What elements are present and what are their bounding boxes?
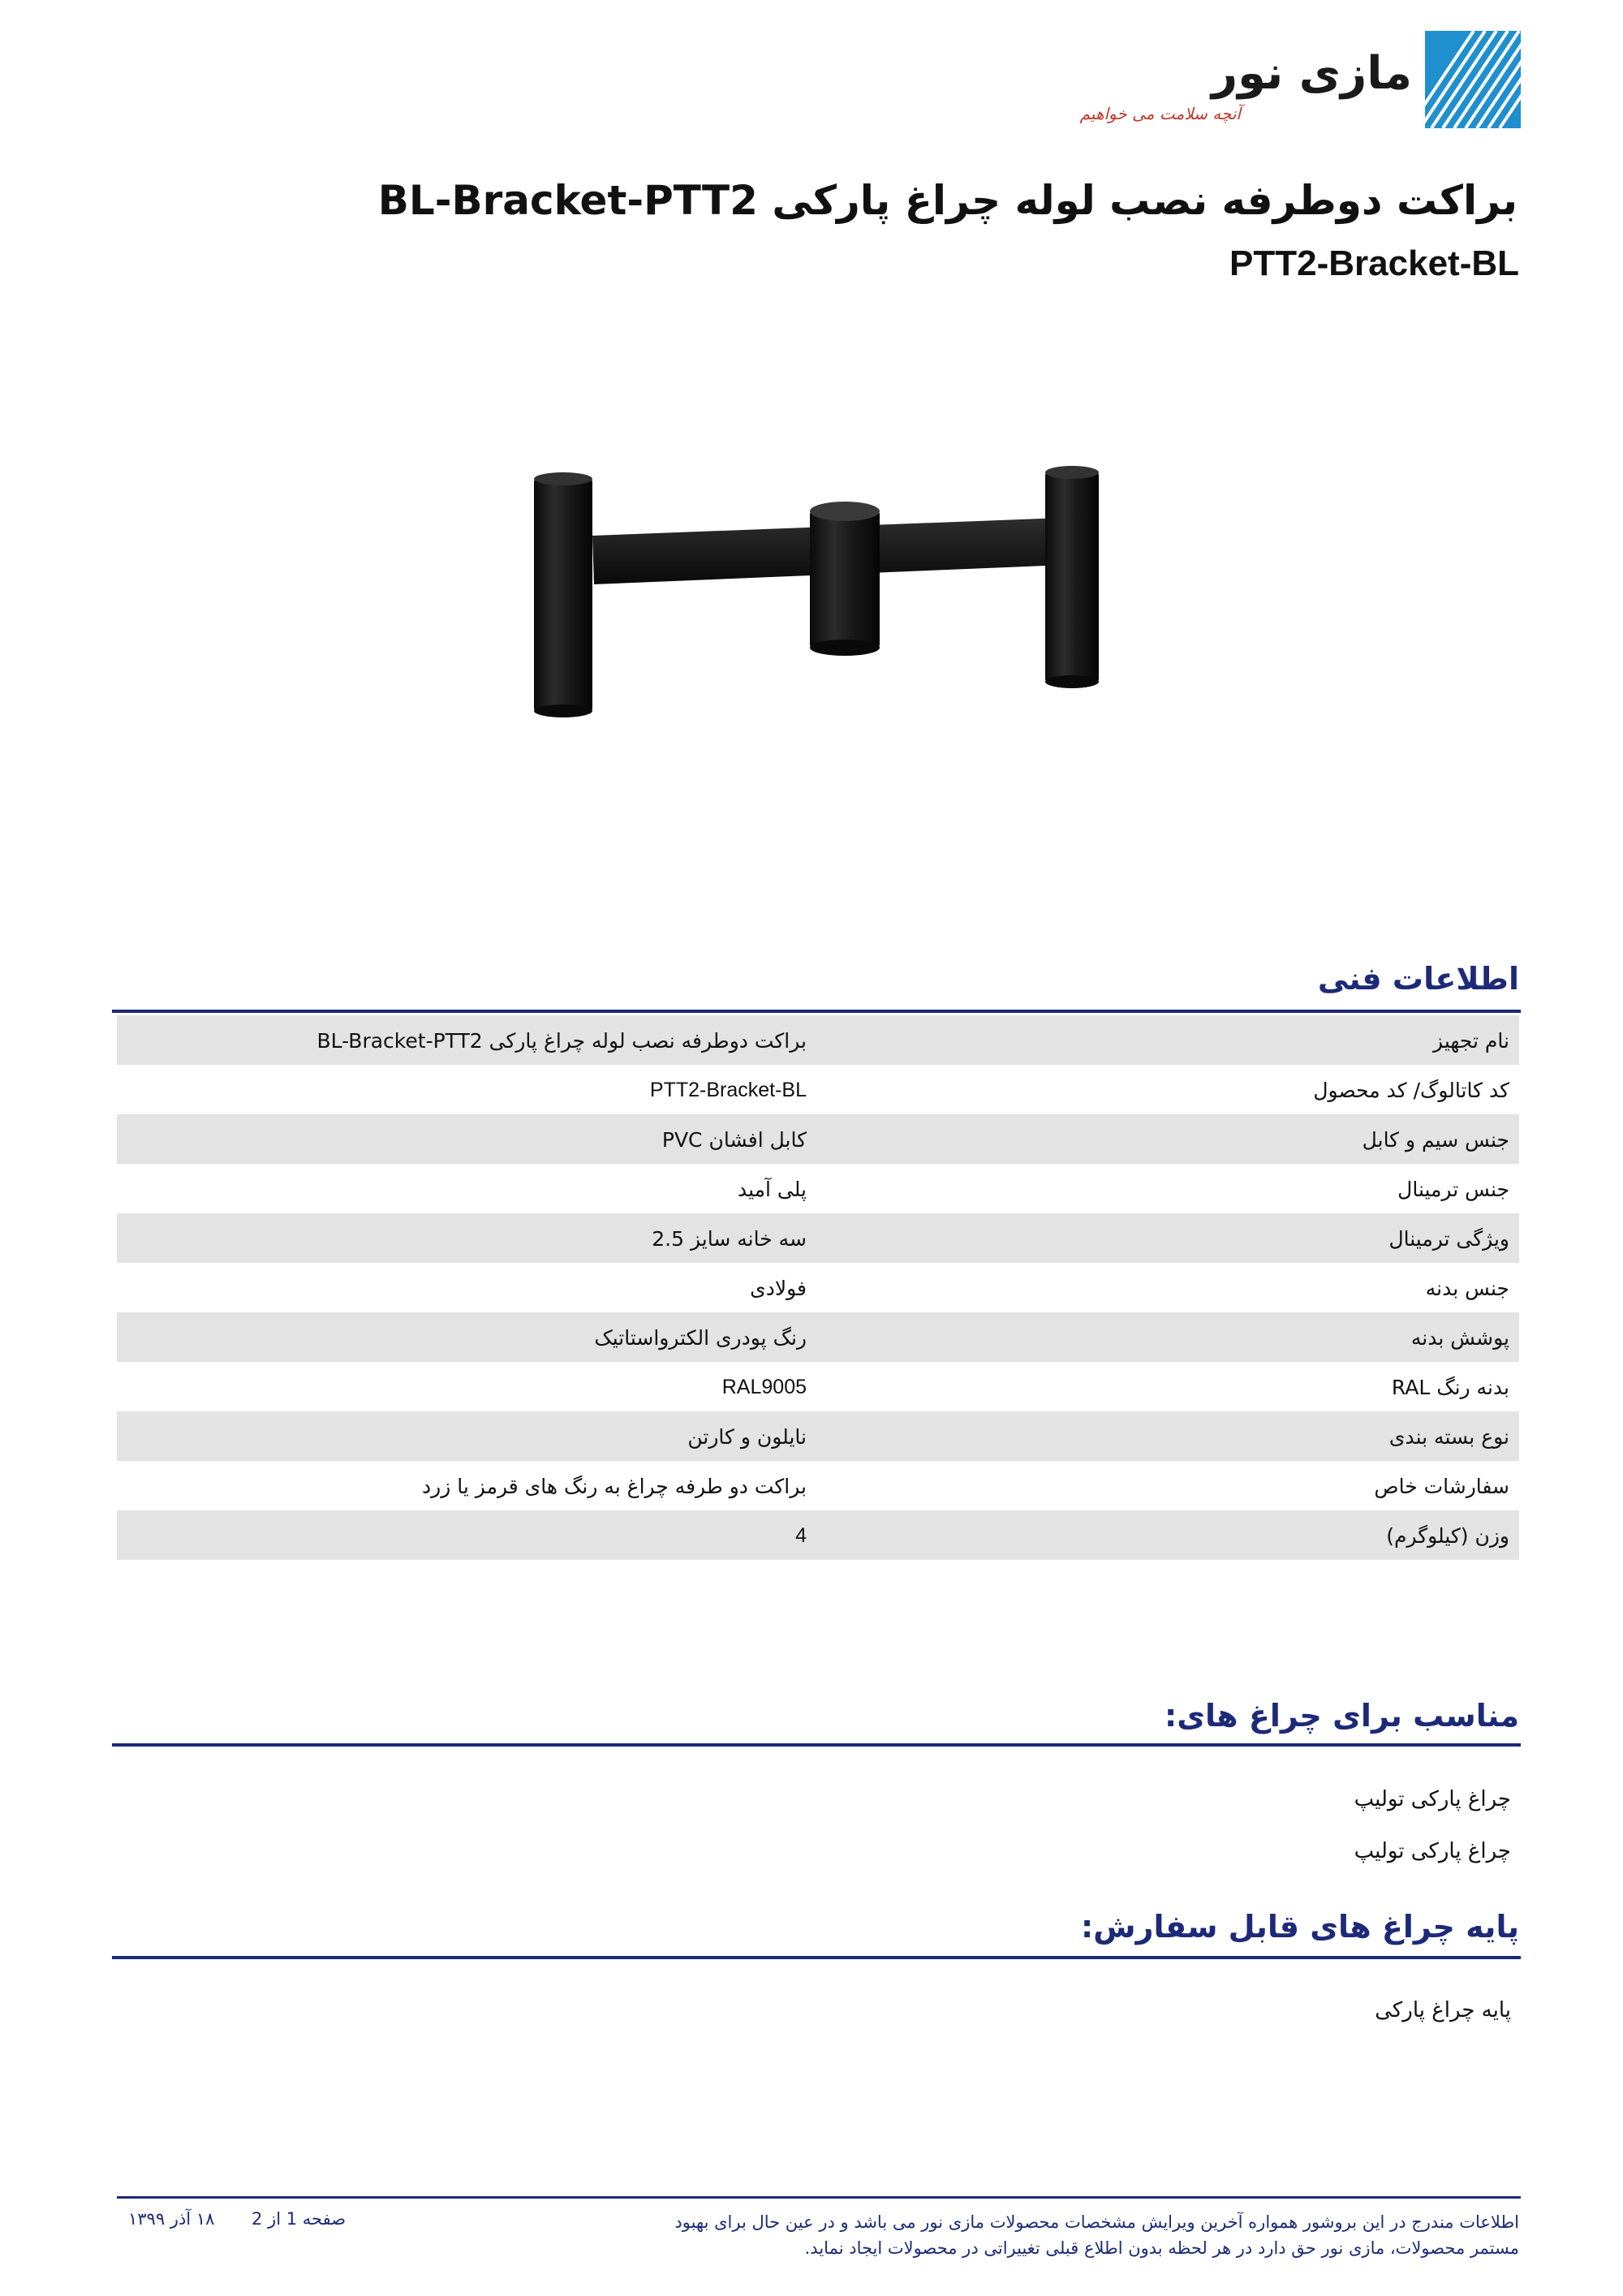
spec-label: ویژگی ترمینال xyxy=(1388,1227,1509,1251)
spec-label: پوشش بدنه xyxy=(1410,1326,1509,1350)
spec-label: بدنه رنگ RAL xyxy=(1391,1376,1509,1399)
table-row xyxy=(117,1263,1519,1312)
spec-label: وزن (کیلوگرم) xyxy=(1386,1524,1509,1548)
section-title-suitable: مناسب برای چراغ های: xyxy=(1165,1698,1519,1734)
page-number: صفحه 1 از 2 xyxy=(252,2209,347,2229)
brand-name: مازی نور xyxy=(1211,47,1412,100)
spec-label: جنس بدنه xyxy=(1425,1277,1509,1300)
spec-value: RAL9005 xyxy=(721,1376,807,1398)
spec-value: رنگ پودری الکترواستاتیک xyxy=(594,1326,807,1350)
table-row xyxy=(117,1015,1519,1065)
section-divider xyxy=(112,1743,1521,1747)
table-row xyxy=(117,1362,1519,1411)
product-image xyxy=(519,454,1120,730)
list-item: چراغ پارکی تولیپ xyxy=(1354,1787,1511,1811)
footer-divider xyxy=(117,2196,1521,2199)
table-row xyxy=(117,1213,1519,1263)
table-row xyxy=(117,1411,1519,1461)
brand-slogan: آنچه سلامت می خواهیم xyxy=(1079,104,1241,123)
spec-value: نایلون و کارتن xyxy=(687,1425,807,1449)
section-title-poles: پایه چراغ های قابل سفارش: xyxy=(1080,1909,1519,1945)
list-item: پایه چراغ پارکی xyxy=(1375,1998,1511,2022)
spec-value: براکت دوطرفه نصب لوله چراغ پارکی BL-Bracket-PTT2 xyxy=(316,1029,807,1053)
table-row xyxy=(117,1114,1519,1164)
spec-value: PTT2-Bracket-BL xyxy=(649,1079,807,1101)
section-title-tech: اطلاعات فنی xyxy=(1317,961,1519,997)
section-divider xyxy=(112,1010,1521,1013)
logo-stripes-icon xyxy=(1425,31,1521,128)
spec-value: 4 xyxy=(795,1524,807,1547)
section-divider xyxy=(112,1956,1521,1959)
spec-value: فولادی xyxy=(750,1277,807,1300)
table-row xyxy=(117,1510,1519,1560)
spec-label: کد کاتالوگ/ کد محصول xyxy=(1313,1079,1509,1102)
table-row xyxy=(117,1065,1519,1114)
spec-label: جنس ترمینال xyxy=(1397,1178,1509,1201)
table-row xyxy=(117,1312,1519,1362)
spec-label: جنس سیم و کابل xyxy=(1362,1128,1509,1152)
spec-table xyxy=(117,1015,1519,1560)
spec-value: کابل افشان PVC xyxy=(661,1128,807,1152)
list-item: چراغ پارکی تولیپ xyxy=(1354,1839,1511,1863)
spec-value: پلی آمید xyxy=(737,1178,807,1201)
spec-value: براکت دو طرفه چراغ به رنگ های قرمز یا زرد xyxy=(422,1475,807,1498)
spec-label: نوع بسته بندی xyxy=(1388,1425,1509,1449)
spec-label: نام تجهیز xyxy=(1433,1029,1509,1053)
spec-value: سه خانه سایز 2.5 xyxy=(652,1227,807,1251)
brand-logo xyxy=(1079,31,1521,140)
spec-label: سفارشات خاص xyxy=(1374,1475,1509,1498)
footer-date: ۱۸ آذر ۱۳۹۹ xyxy=(128,2209,215,2229)
page-subtitle-code: PTT2-Bracket-BL xyxy=(1229,243,1519,283)
page-title: براکت دوطرفه نصب لوله چراغ پارکی BL-Bracket-PTT2 xyxy=(377,177,1518,224)
table-row xyxy=(117,1461,1519,1510)
table-row xyxy=(117,1164,1519,1213)
footer-disclaimer: اطلاعات مندرج در این بروشور همواره آخرین ویرایش مشخصات محصولات مازی نور می باشد و در عین حال برای بهبود مستمر محصولات، مازی نور حق دارد در هر لحظه بدون اطلاع قبلی تغییراتی در محصولات ایجاد نماید. xyxy=(674,2212,1519,2258)
